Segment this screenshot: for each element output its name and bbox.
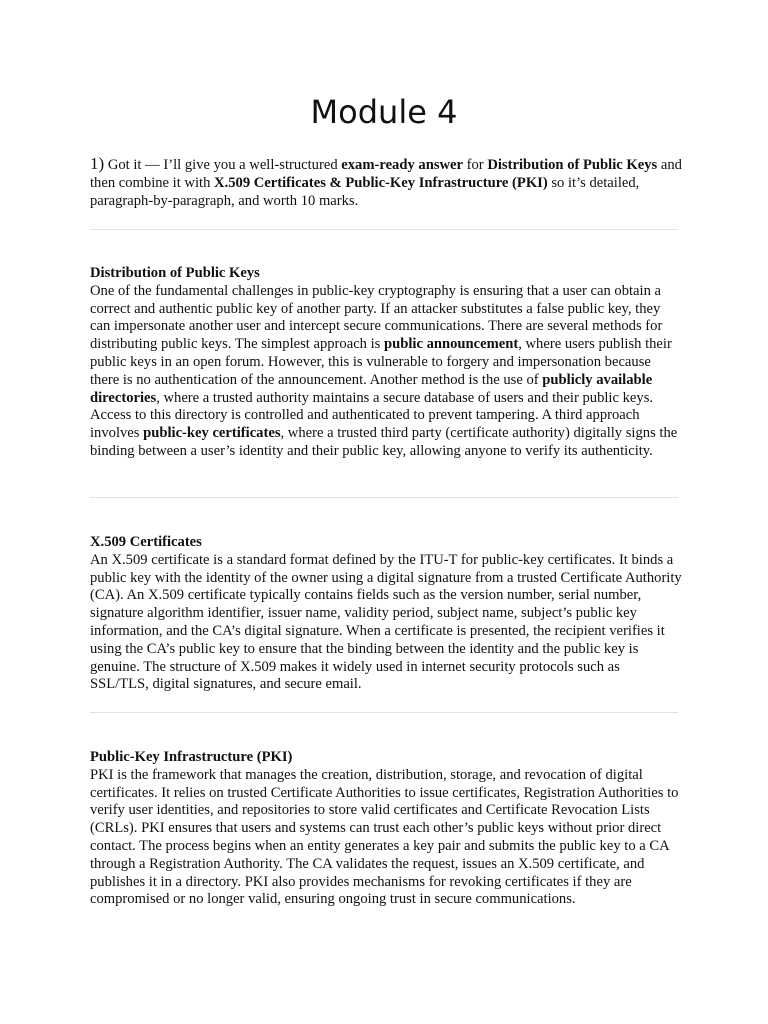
intro-bold-2: Distribution of Public Keys bbox=[487, 157, 658, 173]
intro-text-4: so it’s detailed, paragraph-by-paragraph, and worth 10 marks. bbox=[90, 175, 640, 209]
term-public-announcement: public announcement bbox=[384, 336, 519, 353]
divider bbox=[90, 229, 678, 230]
section-distribution-of-public-keys bbox=[90, 265, 682, 461]
section-body-text-1: One of the fundamental challenges in public-key cryptography is ensuring that a user can obtain a correct and authentic public key of another party. If an attacker substitutes a false public key, they can impersonate another user and intercept secure communications. There are several methods for distributing public keys. The simplest approach is bbox=[90, 282, 663, 353]
divider bbox=[90, 712, 678, 713]
section-pki bbox=[90, 749, 682, 909]
term-publicly-available-directories: publicly available directories bbox=[90, 371, 653, 406]
section-body: An X.509 certificate is a standard format defined by the ITU-T for public-key certificates. It binds a public key with the identity of the owner using a digital signature from a trusted Certificate Authority (CA). An X.509 certificate typically contains fields such as the version number, serial number, signature algorithm identifier, issuer name, validity period, subject name, subject’s public key information, and the CA’s digital signature. When a certificate is presented, the recipient verifies it using the CA’s public key to ensure that the binding between the identity and the public key is genuine. The structure of X.509 makes it widely used in internet security protocols such as SSL/TLS, digital signatures, and secure email. bbox=[90, 551, 682, 693]
page-title: Module 4 bbox=[310, 93, 458, 131]
section-heading: Public-Key Infrastructure (PKI) bbox=[90, 749, 293, 765]
intro-text-1: Got it — I’ll give you a well-structured bbox=[104, 157, 342, 173]
intro-text-2: for bbox=[463, 157, 488, 173]
section-body-text-4: , where a trusted third party (certificate authority) digitally signs the binding between a user’s identity and their public key, allowing anyone to verify its authenticity. bbox=[90, 425, 678, 459]
intro-number: 1) bbox=[90, 154, 105, 173]
divider bbox=[90, 497, 678, 498]
section-body bbox=[90, 283, 682, 461]
section-heading: Distribution of Public Keys bbox=[90, 265, 260, 281]
section-body-text-3: , where a trusted authority maintains a secure database of users and their public keys. Access to this directory is controlled and authenticated to prevent tampering. A third approach involves bbox=[90, 389, 654, 442]
intro-paragraph bbox=[90, 155, 682, 210]
intro-text-3: and then combine it with bbox=[90, 157, 682, 191]
intro-bold-1: exam-ready answer bbox=[341, 157, 463, 173]
section-body-text-2: , where users publish their public keys in an open forum. However, this is vulnerable to forgery and impersonation because there is no authentication of the announcement. Another method is the use of bbox=[90, 336, 672, 388]
term-public-key-certificates: public-key certificates bbox=[143, 425, 281, 442]
section-body: PKI is the framework that manages the creation, distribution, storage, and revocation of digital certificates. It relies on trusted Certificate Authorities to issue certificates, Registration Authorities to verify user identities, and repositories to store valid certificates and Certificate Revocation Lists (CRLs). PKI ensures that users and systems can trust each other’s public keys without prior direct contact. The process begins when an entity generates a key pair and submits the public key to a CA through a Registration Authority. The CA validates the request, issues an X.509 certificate, and publishes it in a directory. PKI also provides mechanisms for revoking certificates if they are compromised or no longer valid, ensuring ongoing trust in secure communications. bbox=[90, 766, 679, 908]
section-heading: X.509 Certificates bbox=[90, 534, 202, 550]
intro-bold-3: X.509 Certificates & Public-Key Infrastructure (PKI) bbox=[214, 175, 548, 191]
section-x509-certificates bbox=[90, 534, 682, 694]
